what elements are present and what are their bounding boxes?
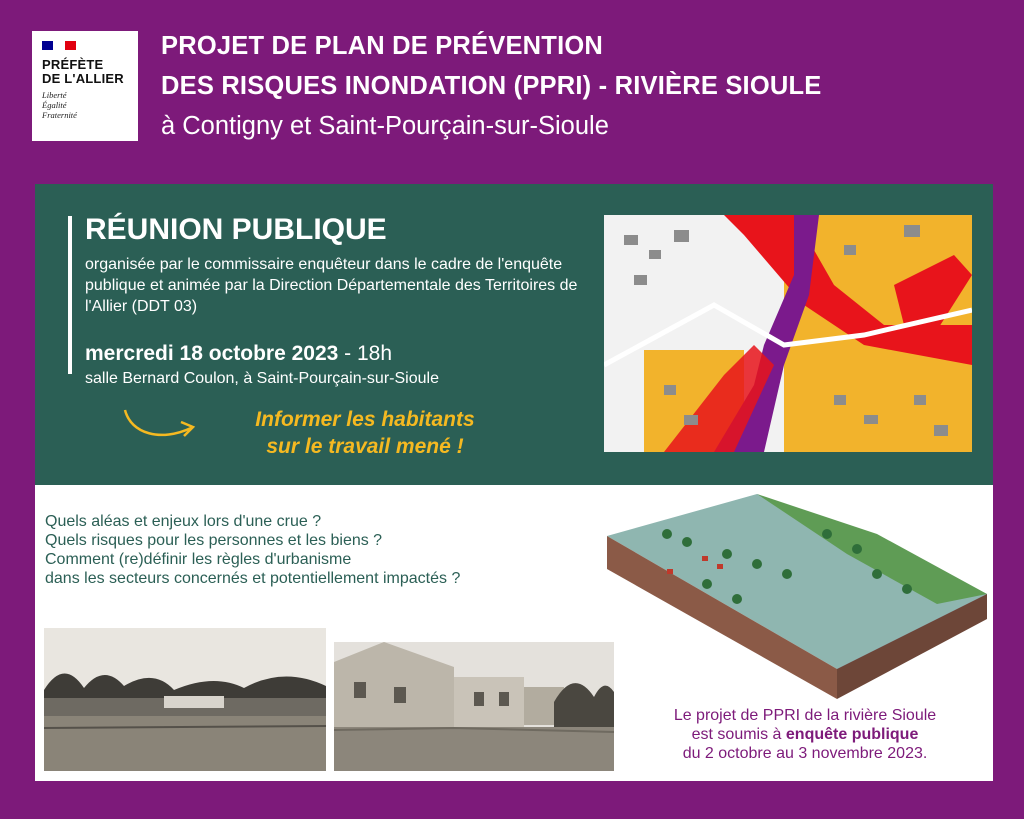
cta-text [205,406,525,460]
reunion-time: - 18h [338,342,393,365]
enquete-line1: Le projet de PPRI de la rivière Sioule [673,707,937,724]
enquete-publique-label: enquête publique [785,726,919,743]
question-item: Quels risques pour les personnes et les biens ? [45,532,383,549]
reunion-organizer: organisée par le commissaire enquêteur dans le cadre de l'enquête publique et animée par la Direction Départementale des Territoires de l'Allier (DDT 03) [85,256,578,315]
curved-arrow-icon [121,406,201,446]
reunion-title: RÉUNION PUBLIQUE [85,213,387,246]
reunion-date: mercredi 18 octobre 2023 [85,342,339,365]
motto-fraternite: Fraternité [42,110,77,120]
content-panel [33,182,995,783]
enquete-notice [625,706,985,763]
page-title-line1: PROJET DE PLAN DE PRÉVENTION [161,32,604,60]
motto-liberte: Liberté [42,90,67,100]
logo-line1: PRÉFÈTE [42,57,104,72]
flood-photo-2 [334,642,614,771]
question-item: Quels aléas et enjeux lors d'une crue ? [45,513,322,530]
reunion-datetime [85,341,392,367]
terrain-block-diagram-image [607,494,987,699]
flood-risk-map-image [604,215,972,452]
header [161,26,821,146]
flood-photo-1 [44,628,326,771]
prefecture-logo [32,31,138,141]
enquete-line2 [625,725,985,744]
accent-bar [68,216,72,374]
questions-list [45,512,460,588]
logo-motto [42,90,128,120]
enquete-line2-text: est soumis à [691,726,786,743]
marianne-flag-icon [42,41,76,50]
reunion-place: salle Bernard Coulon, à Saint-Pourçain-sur-Sioule [85,370,439,387]
cta-line1: Informer les habitants [255,408,475,431]
motto-egalite: Égalité [42,100,67,110]
logo-line2: DE L'ALLIER [42,71,124,86]
page-title-line2: DES RISQUES INONDATION (PPRI) - RIVIÈRE SIOULE [161,72,822,100]
page-subtitle: à Contigny et Saint-Pourçain-sur-Sioule [161,112,609,140]
enquete-dates: du 2 octobre au 3 novembre 2023. [682,745,928,762]
question-item: Comment (re)définir les règles d'urbanisme [45,551,352,568]
question-item: dans les secteurs concernés et potentiellement impactés ? [45,570,461,587]
reunion-panel [35,184,993,485]
cta-line2: sur le travail mené ! [266,435,464,458]
